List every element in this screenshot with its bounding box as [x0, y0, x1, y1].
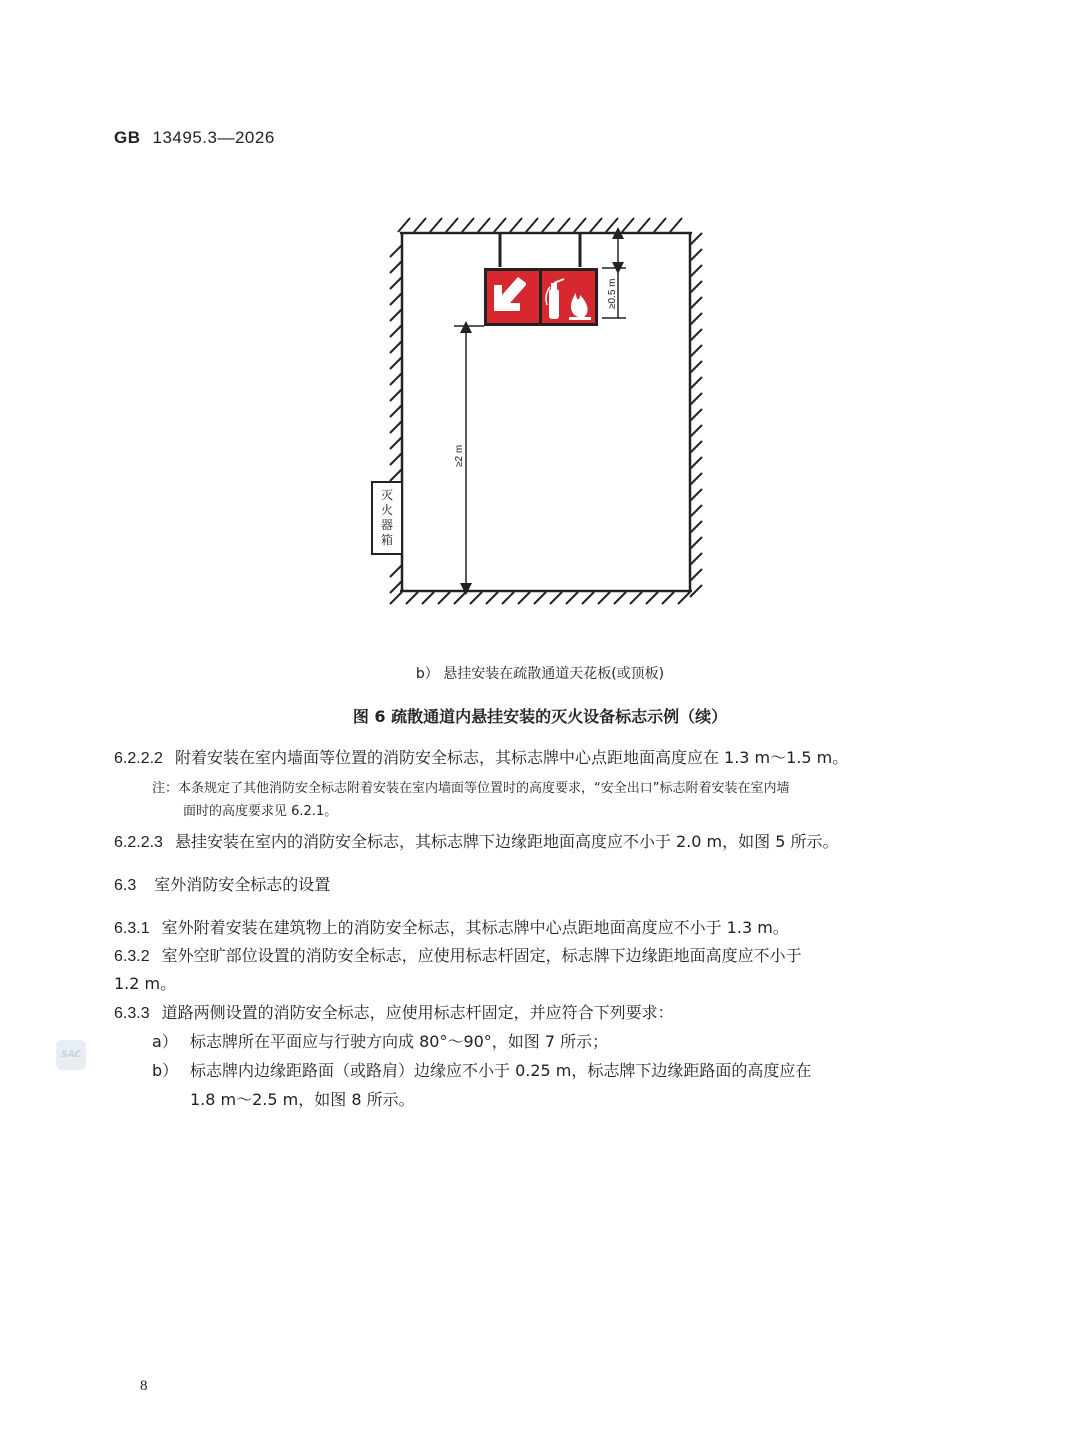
hatch-mark [494, 218, 506, 232]
hatch-mark [470, 592, 482, 604]
hatch-mark [390, 277, 402, 289]
clause-6-3-2 [114, 942, 954, 971]
hatch-mark [690, 361, 702, 373]
clause-number: 6.3.2 [114, 948, 150, 965]
clause-number: 6.3.1 [114, 920, 150, 937]
hatch-mark [574, 218, 586, 232]
hatch-mark [478, 218, 490, 232]
list-label: a） [152, 1032, 178, 1051]
hatch-mark [690, 489, 702, 501]
box-label-char: 火 [380, 503, 394, 517]
hatch-mark [398, 218, 410, 232]
fire-equipment-sign [484, 268, 598, 326]
hatch-mark [690, 281, 702, 293]
hatch-mark [390, 565, 402, 577]
clause-number: 6.2.2.3 [114, 834, 163, 851]
hatch-mark [390, 245, 402, 257]
hatch-mark [662, 592, 674, 604]
hatch-mark [690, 233, 702, 245]
hatch-mark [690, 569, 702, 581]
hatch-mark [550, 592, 562, 604]
hatch-mark [690, 521, 702, 533]
list-item-b-continued: 1.8 m～2.5 m，如图 8 所示。 [190, 1090, 415, 1109]
top-dimension-label: ≥0.5 m [607, 278, 618, 309]
hatch-mark [390, 341, 402, 353]
hatch-mark [390, 373, 402, 385]
hatch-mark [390, 325, 402, 337]
hatch-mark [690, 553, 702, 565]
hatch-mark [690, 425, 702, 437]
box-label-char: 器 [380, 518, 394, 532]
standard-prefix: GB [114, 128, 141, 147]
hatch-mark [606, 218, 618, 232]
hatch-mark [646, 592, 658, 604]
hatch-mark [390, 592, 402, 604]
list-text: 标志牌内边缘距路面（或路肩）边缘应不小于 0.25 m，标志牌下边缘距路面的高度应在 [190, 1061, 812, 1080]
hatch-mark [582, 592, 594, 604]
hatch-mark [558, 218, 570, 232]
clause-6-3-3 [114, 999, 954, 1028]
hatch-mark [598, 592, 610, 604]
hatch-mark [630, 592, 642, 604]
clause-text: 室外空旷部位设置的消防安全标志，应使用标志杆固定，标志牌下边缘距地面高度应不小于 [161, 946, 802, 965]
hatch-mark [670, 218, 682, 232]
hatch-mark [590, 218, 602, 232]
note-line-2: 面时的高度要求见 6.2.1。 [183, 804, 338, 819]
hatch-mark [690, 393, 702, 405]
hatch-mark [690, 537, 702, 549]
hatch-mark [638, 218, 650, 232]
hatch-mark [486, 592, 498, 604]
document-header [114, 128, 275, 148]
page-number: 8 [140, 1378, 148, 1394]
hatch-mark [622, 218, 634, 232]
height-dimension-label: ≥2 m [454, 444, 465, 467]
clause-text: 悬挂安装在室内的消防安全标志，其标志牌下边缘距地面高度应不小于 2.0 m，如图 5 所示。 [174, 832, 839, 851]
hatch-mark [390, 469, 402, 481]
clause-text: 室外附着安装在建筑物上的消防安全标志，其标志牌中心点距地面高度应不小于 1.3 m。 [161, 918, 789, 937]
clause-6-3-2-continued: 1.2 m。 [114, 974, 177, 993]
hatch-mark [446, 218, 458, 232]
hatch-mark [390, 437, 402, 449]
hatch-mark [390, 261, 402, 273]
hatch-mark [430, 218, 442, 232]
hatch-mark [534, 592, 546, 604]
hatch-mark [566, 592, 578, 604]
hatch-mark [690, 313, 702, 325]
hatch-mark [406, 592, 418, 604]
clause-6-2-2-2 [114, 744, 954, 773]
hatch-mark [390, 405, 402, 417]
hatch-mark [690, 473, 702, 485]
box-label-char: 灭 [380, 488, 394, 502]
clause-number: 6.3.3 [114, 1005, 150, 1022]
list-item-b [152, 1057, 952, 1085]
clause-text: 附着安装在室内墙面等位置的消防安全标志，其标志牌中心点距地面高度应在 1.3 m～1.5 m。 [174, 748, 849, 767]
figure-subcaption: b） 悬挂安装在疏散通道天花板(或顶板) [415, 666, 665, 682]
standard-number: 13495.3—2026 [152, 128, 275, 147]
installation-diagram [350, 205, 720, 625]
hatch-mark [654, 218, 666, 232]
hatch-mark [690, 265, 702, 277]
hatch-mark [510, 218, 522, 232]
hatch-mark [518, 592, 530, 604]
hatch-mark [690, 345, 702, 357]
list-label: b） [152, 1061, 179, 1080]
hatch-mark [542, 218, 554, 232]
hatch-mark [690, 329, 702, 341]
hatch-mark [690, 249, 702, 261]
hatch-mark [462, 218, 474, 232]
hatch-mark [390, 389, 402, 401]
hatch-mark [390, 453, 402, 465]
note-line-1: 注：本条规定了其他消防安全标志附着安装在室内墙面等位置时的高度要求，“安全出口”标志附着安装在室内墙 [152, 781, 790, 796]
hatch-mark [690, 457, 702, 469]
hatch-mark [690, 297, 702, 309]
hatch-mark [678, 592, 690, 604]
hatch-mark [502, 592, 514, 604]
extinguisher-box-label [381, 488, 393, 547]
section-6-3-heading [114, 872, 330, 895]
hatch-mark [390, 309, 402, 321]
hatch-mark [454, 592, 466, 604]
section-number: 6.3 [114, 877, 137, 894]
hatch-mark [390, 357, 402, 369]
hatch-mark [614, 592, 626, 604]
clause-number: 6.2.2.2 [114, 750, 163, 767]
clause-6-2-2-3 [114, 828, 954, 857]
list-item-a [152, 1028, 952, 1056]
hatch-mark [390, 421, 402, 433]
hatch-mark [690, 377, 702, 389]
section-title: 室外消防安全标志的设置 [154, 875, 331, 894]
box-label-char: 箱 [380, 533, 394, 547]
clause-6-3-1 [114, 914, 954, 943]
figure-caption: 图 6 疏散通道内悬挂安装的灭火设备标志示例（续） [352, 707, 728, 726]
hatch-mark [438, 592, 450, 604]
hatch-mark [526, 218, 538, 232]
hatch-mark [690, 441, 702, 453]
clause-text: 道路两侧设置的消防安全标志，应使用标志杆固定，并应符合下列要求： [161, 1003, 674, 1022]
hatch-mark [414, 218, 426, 232]
hatch-mark [422, 592, 434, 604]
hatch-mark [390, 293, 402, 305]
sac-watermark-logo: SAC [56, 1040, 86, 1070]
hatch-mark [690, 505, 702, 517]
list-text: 标志牌所在平面应与行驶方向成 80°～90°，如图 7 所示； [190, 1032, 609, 1051]
hatch-mark [690, 409, 702, 421]
